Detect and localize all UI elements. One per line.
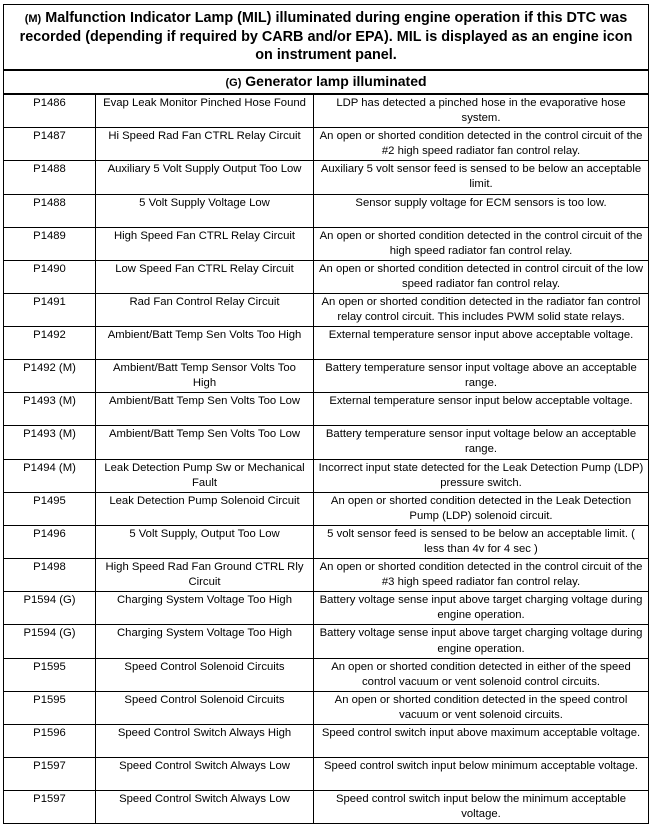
dtc-code: P1595 <box>4 658 96 691</box>
dtc-description: External temperature sensor input below acceptable voltage. <box>314 393 649 426</box>
dtc-description: Speed control switch input below the minimum acceptable voltage. <box>314 791 649 824</box>
table-row <box>4 94 649 128</box>
table-row <box>4 293 649 326</box>
dtc-name: High Speed Fan CTRL Relay Circuit <box>96 227 314 260</box>
generator-note <box>4 70 649 94</box>
table-row <box>4 725 649 758</box>
dtc-name: Speed Control Switch Always High <box>96 725 314 758</box>
dtc-description: 5 volt sensor feed is sensed to be below an acceptable limit. ( less than 4v for 4 sec ) <box>314 525 649 558</box>
dtc-description: Incorrect input state detected for the Leak Detection Pump (LDP) pressure switch. <box>314 459 649 492</box>
dtc-description: Sensor supply voltage for ECM sensors is too low. <box>314 194 649 227</box>
dtc-code: P1595 <box>4 691 96 724</box>
dtc-code: P1494 (M) <box>4 459 96 492</box>
table-row <box>4 592 649 625</box>
dtc-table <box>3 4 649 824</box>
dtc-code: P1495 <box>4 492 96 525</box>
dtc-table-body <box>4 5 649 824</box>
dtc-code: P1488 <box>4 194 96 227</box>
header-row <box>4 5 649 71</box>
dtc-description: An open or shorted condition detected in the control circuit of the #3 high speed radiator fan control relay. <box>314 559 649 592</box>
dtc-description: An open or shorted condition detected in control circuit of the low speed radiator fan control relay. <box>314 260 649 293</box>
dtc-name: 5 Volt Supply, Output Too Low <box>96 525 314 558</box>
table-row <box>4 360 649 393</box>
dtc-code: P1493 (M) <box>4 426 96 459</box>
table-row <box>4 791 649 824</box>
table-row <box>4 260 649 293</box>
table-row <box>4 194 649 227</box>
dtc-description: An open or shorted condition detected in the radiator fan control relay control circuit. This includes PWM solid state relays. <box>314 293 649 326</box>
table-row <box>4 393 649 426</box>
dtc-description: An open or shorted condition detected in the control circuit of the #2 high speed radiator fan control relay. <box>314 128 649 161</box>
dtc-name: Ambient/Batt Temp Sensor Volts Too High <box>96 360 314 393</box>
mil-note <box>4 5 649 71</box>
dtc-name: Hi Speed Rad Fan CTRL Relay Circuit <box>96 128 314 161</box>
table-row <box>4 658 649 691</box>
mil-note-text: Malfunction Indicator Lamp (MIL) illuminated during engine operation if this DTC was recorded (depending if required by CARB and/or EPA). MIL is displayed as an engine icon on instrument panel. <box>19 10 633 63</box>
table-row <box>4 492 649 525</box>
dtc-name: Ambient/Batt Temp Sen Volts Too Low <box>96 426 314 459</box>
dtc-description: Battery temperature sensor input voltage above an acceptable range. <box>314 360 649 393</box>
dtc-code: P1489 <box>4 227 96 260</box>
dtc-description: Speed control switch input above maximum acceptable voltage. <box>314 725 649 758</box>
dtc-name: Ambient/Batt Temp Sen Volts Too High <box>96 327 314 360</box>
dtc-description: Battery temperature sensor input voltage below an acceptable range. <box>314 426 649 459</box>
dtc-code: P1488 <box>4 161 96 194</box>
dtc-name: Leak Detection Pump Solenoid Circuit <box>96 492 314 525</box>
dtc-name: High Speed Rad Fan Ground CTRL Rly Circuit <box>96 559 314 592</box>
dtc-description: Speed control switch input below minimum acceptable voltage. <box>314 758 649 791</box>
dtc-description: LDP has detected a pinched hose in the evaporative hose system. <box>314 94 649 128</box>
dtc-name: Auxiliary 5 Volt Supply Output Too Low <box>96 161 314 194</box>
table-row <box>4 161 649 194</box>
mil-note-tag: (M) <box>24 13 42 25</box>
dtc-name: Speed Control Solenoid Circuits <box>96 658 314 691</box>
dtc-code: P1498 <box>4 559 96 592</box>
dtc-name: Low Speed Fan CTRL Relay Circuit <box>96 260 314 293</box>
dtc-description: Battery voltage sense input above target charging voltage during engine operation. <box>314 592 649 625</box>
dtc-name: Rad Fan Control Relay Circuit <box>96 293 314 326</box>
dtc-name: Speed Control Switch Always Low <box>96 758 314 791</box>
table-row <box>4 227 649 260</box>
dtc-description: An open or shorted condition detected in the control circuit of the high speed radiator fan control relay. <box>314 227 649 260</box>
dtc-description: An open or shorted condition detected in the speed control vacuum or vent solenoid circuits. <box>314 691 649 724</box>
dtc-code: P1596 <box>4 725 96 758</box>
dtc-description: Battery voltage sense input above target charging voltage during engine operation. <box>314 625 649 658</box>
dtc-code: P1486 <box>4 94 96 128</box>
dtc-code: P1496 <box>4 525 96 558</box>
dtc-code: P1594 (G) <box>4 625 96 658</box>
dtc-code: P1491 <box>4 293 96 326</box>
dtc-code: P1493 (M) <box>4 393 96 426</box>
generator-note-text: Generator lamp illuminated <box>245 73 427 89</box>
table-row <box>4 327 649 360</box>
dtc-code: P1492 (M) <box>4 360 96 393</box>
dtc-name: Charging System Voltage Too High <box>96 592 314 625</box>
dtc-description: Auxiliary 5 volt sensor feed is sensed to be below an acceptable limit. <box>314 161 649 194</box>
table-row <box>4 128 649 161</box>
table-row <box>4 426 649 459</box>
generator-note-tag: (G) <box>225 77 242 89</box>
dtc-name: Speed Control Switch Always Low <box>96 791 314 824</box>
dtc-code: P1490 <box>4 260 96 293</box>
table-row <box>4 525 649 558</box>
dtc-code: P1597 <box>4 758 96 791</box>
dtc-name: Charging System Voltage Too High <box>96 625 314 658</box>
dtc-code: P1594 (G) <box>4 592 96 625</box>
dtc-description: External temperature sensor input above acceptable voltage. <box>314 327 649 360</box>
dtc-name: Speed Control Solenoid Circuits <box>96 691 314 724</box>
dtc-description: An open or shorted condition detected in the Leak Detection Pump (LDP) solenoid circuit. <box>314 492 649 525</box>
dtc-code: P1597 <box>4 791 96 824</box>
table-row <box>4 691 649 724</box>
table-row <box>4 758 649 791</box>
dtc-name: Evap Leak Monitor Pinched Hose Found <box>96 94 314 128</box>
table-row <box>4 559 649 592</box>
dtc-name: Ambient/Batt Temp Sen Volts Too Low <box>96 393 314 426</box>
table-row <box>4 625 649 658</box>
table-row <box>4 459 649 492</box>
dtc-name: 5 Volt Supply Voltage Low <box>96 194 314 227</box>
dtc-description: An open or shorted condition detected in either of the speed control vacuum or vent solenoid control circuits. <box>314 658 649 691</box>
dtc-name: Leak Detection Pump Sw or Mechanical Fault <box>96 459 314 492</box>
dtc-code: P1487 <box>4 128 96 161</box>
subheader-row <box>4 70 649 94</box>
dtc-code: P1492 <box>4 327 96 360</box>
